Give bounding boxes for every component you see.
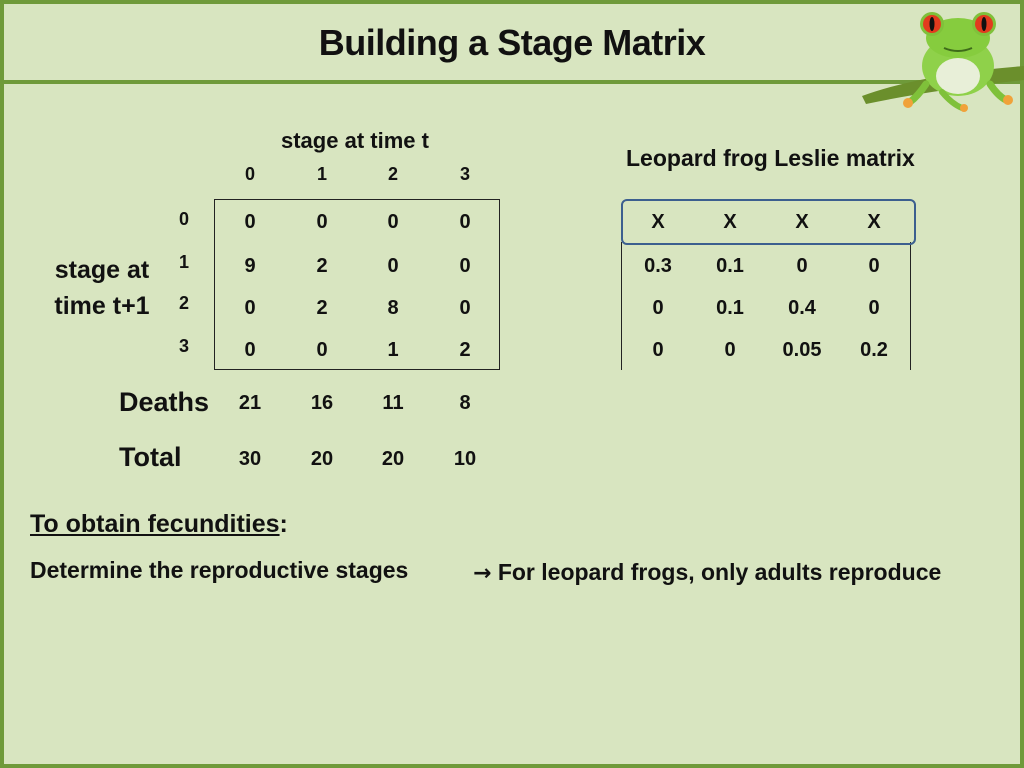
fecundity-heading-text: To obtain fecundities bbox=[30, 510, 280, 538]
matrix-cell: 0 bbox=[244, 339, 256, 361]
matrix-cell: 0 bbox=[387, 211, 399, 233]
leslie-cell: 0.3 bbox=[644, 255, 672, 277]
tree-frog-icon bbox=[862, 4, 1024, 116]
row-axis-label-line1: stage at bbox=[54, 256, 150, 284]
matrix-cell: 0 bbox=[316, 339, 328, 361]
fecundity-heading bbox=[30, 510, 288, 539]
matrix-cell: 2 bbox=[316, 255, 328, 277]
leslie-cell: X bbox=[723, 211, 737, 233]
row-axis-label-line2: time t+1 bbox=[54, 292, 150, 320]
matrix-cell: 8 bbox=[387, 297, 399, 319]
deaths-value: 21 bbox=[238, 392, 262, 414]
matrix-cell: 0 bbox=[244, 211, 256, 233]
col-header: 0 bbox=[244, 164, 255, 184]
deaths-value: 16 bbox=[310, 392, 334, 414]
row-header: 1 bbox=[178, 252, 189, 272]
col-header: 1 bbox=[316, 164, 327, 184]
deaths-label: Deaths bbox=[119, 387, 210, 417]
matrix-cell: 2 bbox=[459, 339, 471, 361]
fecundity-heading-colon: : bbox=[279, 510, 288, 538]
col-header: 3 bbox=[459, 164, 470, 184]
leslie-title: Leopard frog Leslie matrix bbox=[626, 145, 915, 171]
total-label: Total bbox=[119, 442, 182, 472]
leslie-cell: 0 bbox=[868, 297, 880, 319]
deaths-value: 11 bbox=[382, 392, 404, 414]
matrix-cell: 1 bbox=[387, 339, 399, 361]
leslie-cell: 0.1 bbox=[716, 255, 744, 277]
row-header: 3 bbox=[178, 336, 189, 356]
deaths-value: 8 bbox=[459, 392, 471, 414]
result-text: For leopard frogs, only adults reproduce bbox=[497, 559, 942, 585]
leslie-cell: X bbox=[651, 211, 665, 233]
matrix-cell: 0 bbox=[459, 297, 471, 319]
leslie-cell: 0 bbox=[868, 255, 880, 277]
total-value: 20 bbox=[381, 448, 405, 470]
matrix-cell: 2 bbox=[316, 297, 328, 319]
step-text: Determine the reproductive stages bbox=[30, 557, 409, 583]
total-value: 20 bbox=[310, 448, 334, 470]
leslie-cell: 0 bbox=[796, 255, 808, 277]
row-header: 2 bbox=[178, 293, 189, 313]
result-line bbox=[473, 559, 941, 586]
row-axis-label bbox=[50, 252, 154, 324]
row-header: 0 bbox=[178, 209, 189, 229]
leslie-cell: 0 bbox=[652, 297, 664, 319]
leslie-cell: X bbox=[795, 211, 809, 233]
matrix-cell: 0 bbox=[459, 255, 471, 277]
col-header: 2 bbox=[387, 164, 398, 184]
leslie-cell: X bbox=[867, 211, 881, 233]
leslie-cell: 0.4 bbox=[788, 297, 816, 319]
leslie-cell: 0.2 bbox=[860, 339, 888, 361]
leslie-cell: 0.05 bbox=[782, 339, 822, 361]
matrix-cell: 0 bbox=[459, 211, 471, 233]
matrix-cell: 0 bbox=[316, 211, 328, 233]
col-axis-label: stage at time t bbox=[281, 128, 429, 153]
arrow-right-icon: → bbox=[473, 561, 492, 586]
total-value: 10 bbox=[453, 448, 477, 470]
leslie-cell: 0 bbox=[724, 339, 736, 361]
leslie-cell: 0.1 bbox=[716, 297, 744, 319]
matrix-cell: 9 bbox=[244, 255, 256, 277]
slide-title: Building a Stage Matrix bbox=[318, 22, 706, 63]
total-value: 30 bbox=[238, 448, 262, 470]
matrix-cell: 0 bbox=[244, 297, 256, 319]
leslie-cell: 0 bbox=[652, 339, 664, 361]
matrix-cell: 0 bbox=[387, 255, 399, 277]
